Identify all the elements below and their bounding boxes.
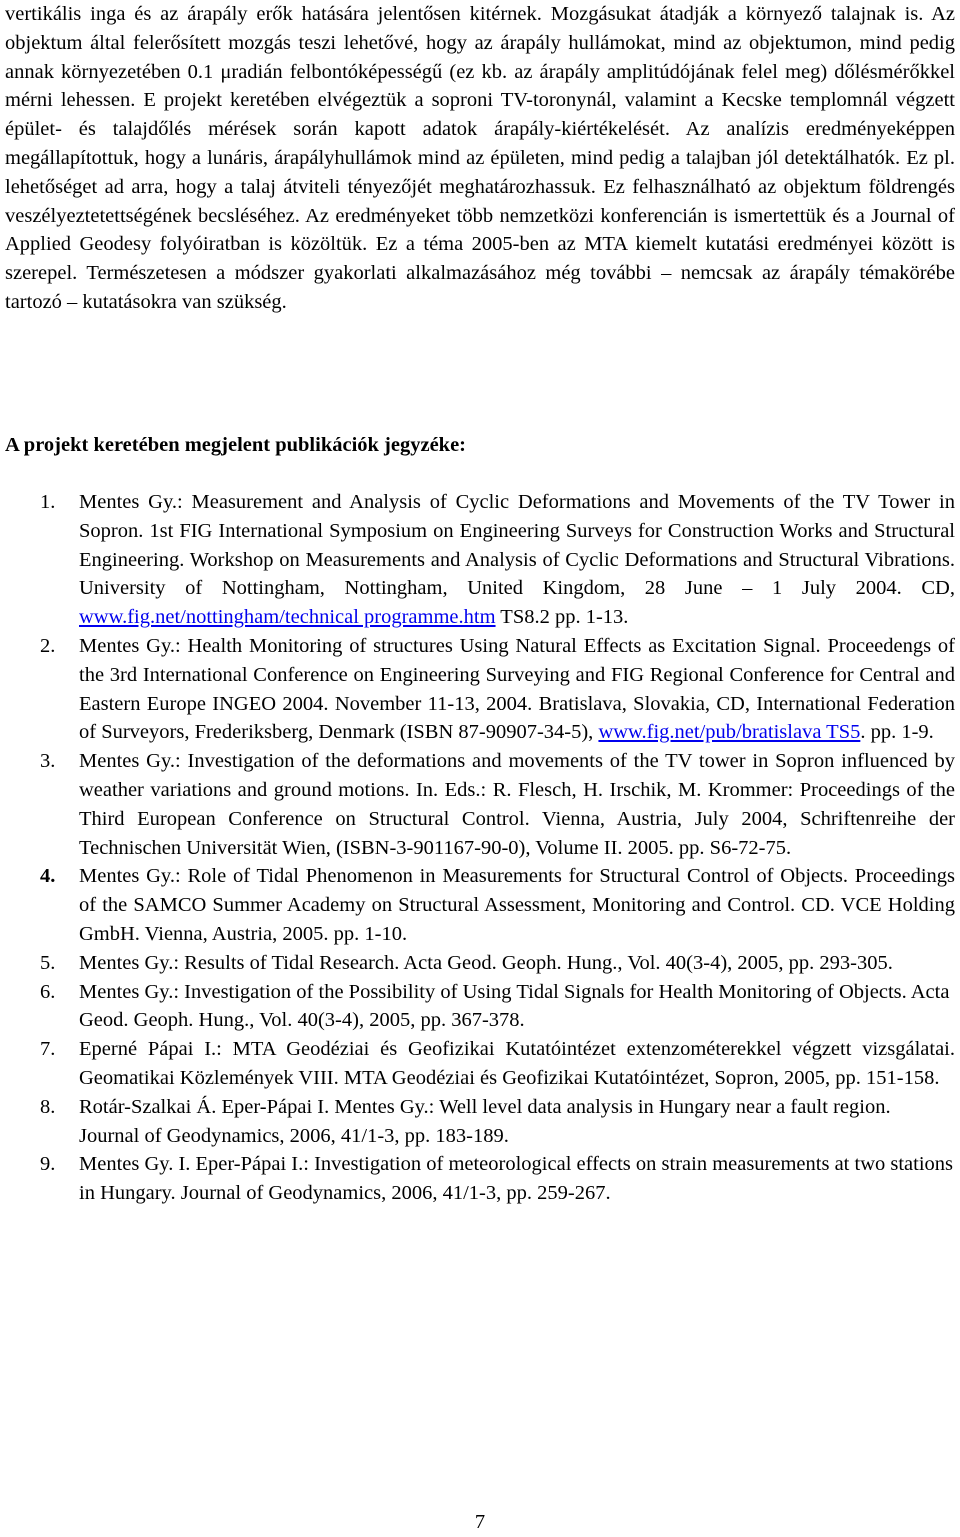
- publication-number: 6.: [40, 980, 56, 1003]
- publication-number: 9.: [40, 1153, 56, 1176]
- publication-link[interactable]: www.fig.net/nottingham/technical programme.htm: [79, 606, 496, 629]
- publication-item-9: [0, 1150, 960, 1208]
- publication-item-5: [0, 949, 960, 978]
- publication-text: Mentes Gy.: Results of Tidal Research. Acta Geod. Geoph. Hung., Vol. 40(3-4), 2005, pp. 293-305.: [79, 951, 893, 974]
- publication-item-6: [0, 978, 960, 1036]
- publication-item-1: [0, 488, 960, 632]
- publication-number: 7.: [40, 1038, 56, 1061]
- publication-item-2: [0, 632, 960, 747]
- publication-number: 1.: [40, 491, 56, 513]
- publication-text: Mentes Gy. I. Eper-Pápai I.: Investigation of meteorological effects on strain measurements at two stations in Hungary. Journal of Geodynamics, 2006, 41/1-3, pp. 259-267.: [79, 1153, 954, 1205]
- publication-item-8: [0, 1093, 960, 1151]
- publication-item-4: [0, 862, 960, 948]
- body-paragraph: vertikális inga és az árapály erők hatására jelentősen kitérnek. Mozgásukat átadják a környező talajnak is. Az objektum által felerősített mozgás teszi lehetővé, hogy az árapály hullámokat, mind az objektumon, mind pedig annak környezetében 0.1 μradián felbontóképességű (ez kb. az árapály amplitúdójának felel meg) dőlésmérőkkel mérni lehessen. E projekt keretében elvégeztük a soproni TV-toronynál, valamint a Kecske templomnál végzett épület- és talajdőlés mérések során kapott adatok árapály-kiértékelését. Az analízis eredményeképpen megállapítottuk, hogy a lunáris, árapályhullámok mind az épületen, mind pedig a talajban jól detektálhatók. Ez pl. lehetőséget ad arra, hogy a talaj átviteli tényezőjét meghatározhassuk. Ez felhasználható az objektum földrengés veszélyeztetettségének becsléséhez. Az eredményeket több nemzetközi konferencián is ismertettük és a Journal of Applied Geodesy folyóiratban is közöltük. Ez a téma 2005-ben az MTA kiemelt kutatási eredményei között is szerepel. Természetesen a módszer gyakorlati alkalmazásához még további – nemcsak az árapály témakörébe tartozó – kutatásokra van szükség.: [5, 3, 955, 313]
- publication-number: 8.: [40, 1095, 56, 1118]
- publication-text: Mentes Gy.: Investigation of the deformations and movements of the TV tower in Sopron influenced by weather variations and ground motions. In. Eds.: R. Flesch, H. Irschik, M. Krommer: Proceedings of the Third European Conference on Structural Control. Vienna, Austria, July 2004, Schriftenreihe der Technischen Universität Wien, (ISBN-3-901167-90-0), Volume II. 2005. pp. S6-72-75.: [79, 750, 955, 859]
- publication-item-3: [0, 747, 960, 862]
- publication-number: 4.: [40, 865, 56, 888]
- publication-text: Rotár-Szalkai Á. Eper-Pápai I. Mentes Gy.: Well level data analysis in Hungary near a fault region. Journal of Geodynamics, 2006, 41/1-3, pp. 183-189.: [79, 1095, 891, 1147]
- publication-text: Mentes Gy.: Investigation of the Possibility of Using Tidal Signals for Health Monitoring of Objects. Acta Geod. Geoph. Hung., Vol. 40(3-4), 2005, pp. 367-378.: [79, 980, 950, 1032]
- publication-number: 2.: [40, 634, 56, 657]
- section-heading: A projekt keretében megjelent publikációk jegyzéke:: [5, 434, 466, 456]
- publication-item-7: [0, 1035, 960, 1093]
- publication-text-tail: TS8.2 pp. 1-13.: [495, 606, 629, 629]
- publication-list: [0, 488, 960, 1208]
- publication-text: Mentes Gy.: Health Monitoring of structures Using Natural Effects as Excitation Signal. Proceedengs of the 3rd International Conference on Engineering Surveying and FIG Regional Conference for Central and Eastern Europe INGEO 2004. November 11-13, 2004. Bratislava, Slovakia, CD, International Federation of Surveyors, Frederiksberg, Denmark (ISBN 87-90907-34-5),: [79, 634, 955, 744]
- publication-text: Eperné Pápai I.: MTA Geodéziai és Geofizikai Kutatóintézet extenzométerekkel végzett vizsgálatai. Geomatikai Közlemények VIII. MTA Geodéziai és Geofizikai Kutatóintézet, Sopron, 2005, pp. 151-158.: [79, 1038, 955, 1089]
- publication-number: 3.: [40, 750, 56, 773]
- page-number: 7: [474, 1511, 486, 1533]
- publication-text: Mentes Gy.: Measurement and Analysis of Cyclic Deformations and Movements of the TV Tower in Sopron. 1st FIG International Symposium on Engineering Surveys for Construction Works and Structural Engineering. Workshop on Measurements and Analysis of Cyclic Deformations and Structural Vibrations. University of Nottingham, Nottingham, United Kingdom, 28 June – 1 July 2004. CD,: [79, 491, 955, 600]
- publication-number: 5.: [40, 951, 56, 974]
- publication-link[interactable]: www.fig.net/pub/bratislava TS5: [598, 721, 861, 744]
- publication-text: Mentes Gy.: Role of Tidal Phenomenon in Measurements for Structural Control of Objects. Proceedings of the SAMCO Summer Academy on Structural Assessment, Monitoring and Control. CD. VCE Holding GmbH. Vienna, Austria, 2005. pp. 1-10.: [79, 865, 955, 945]
- publication-text-tail: . pp. 1-9.: [860, 721, 934, 744]
